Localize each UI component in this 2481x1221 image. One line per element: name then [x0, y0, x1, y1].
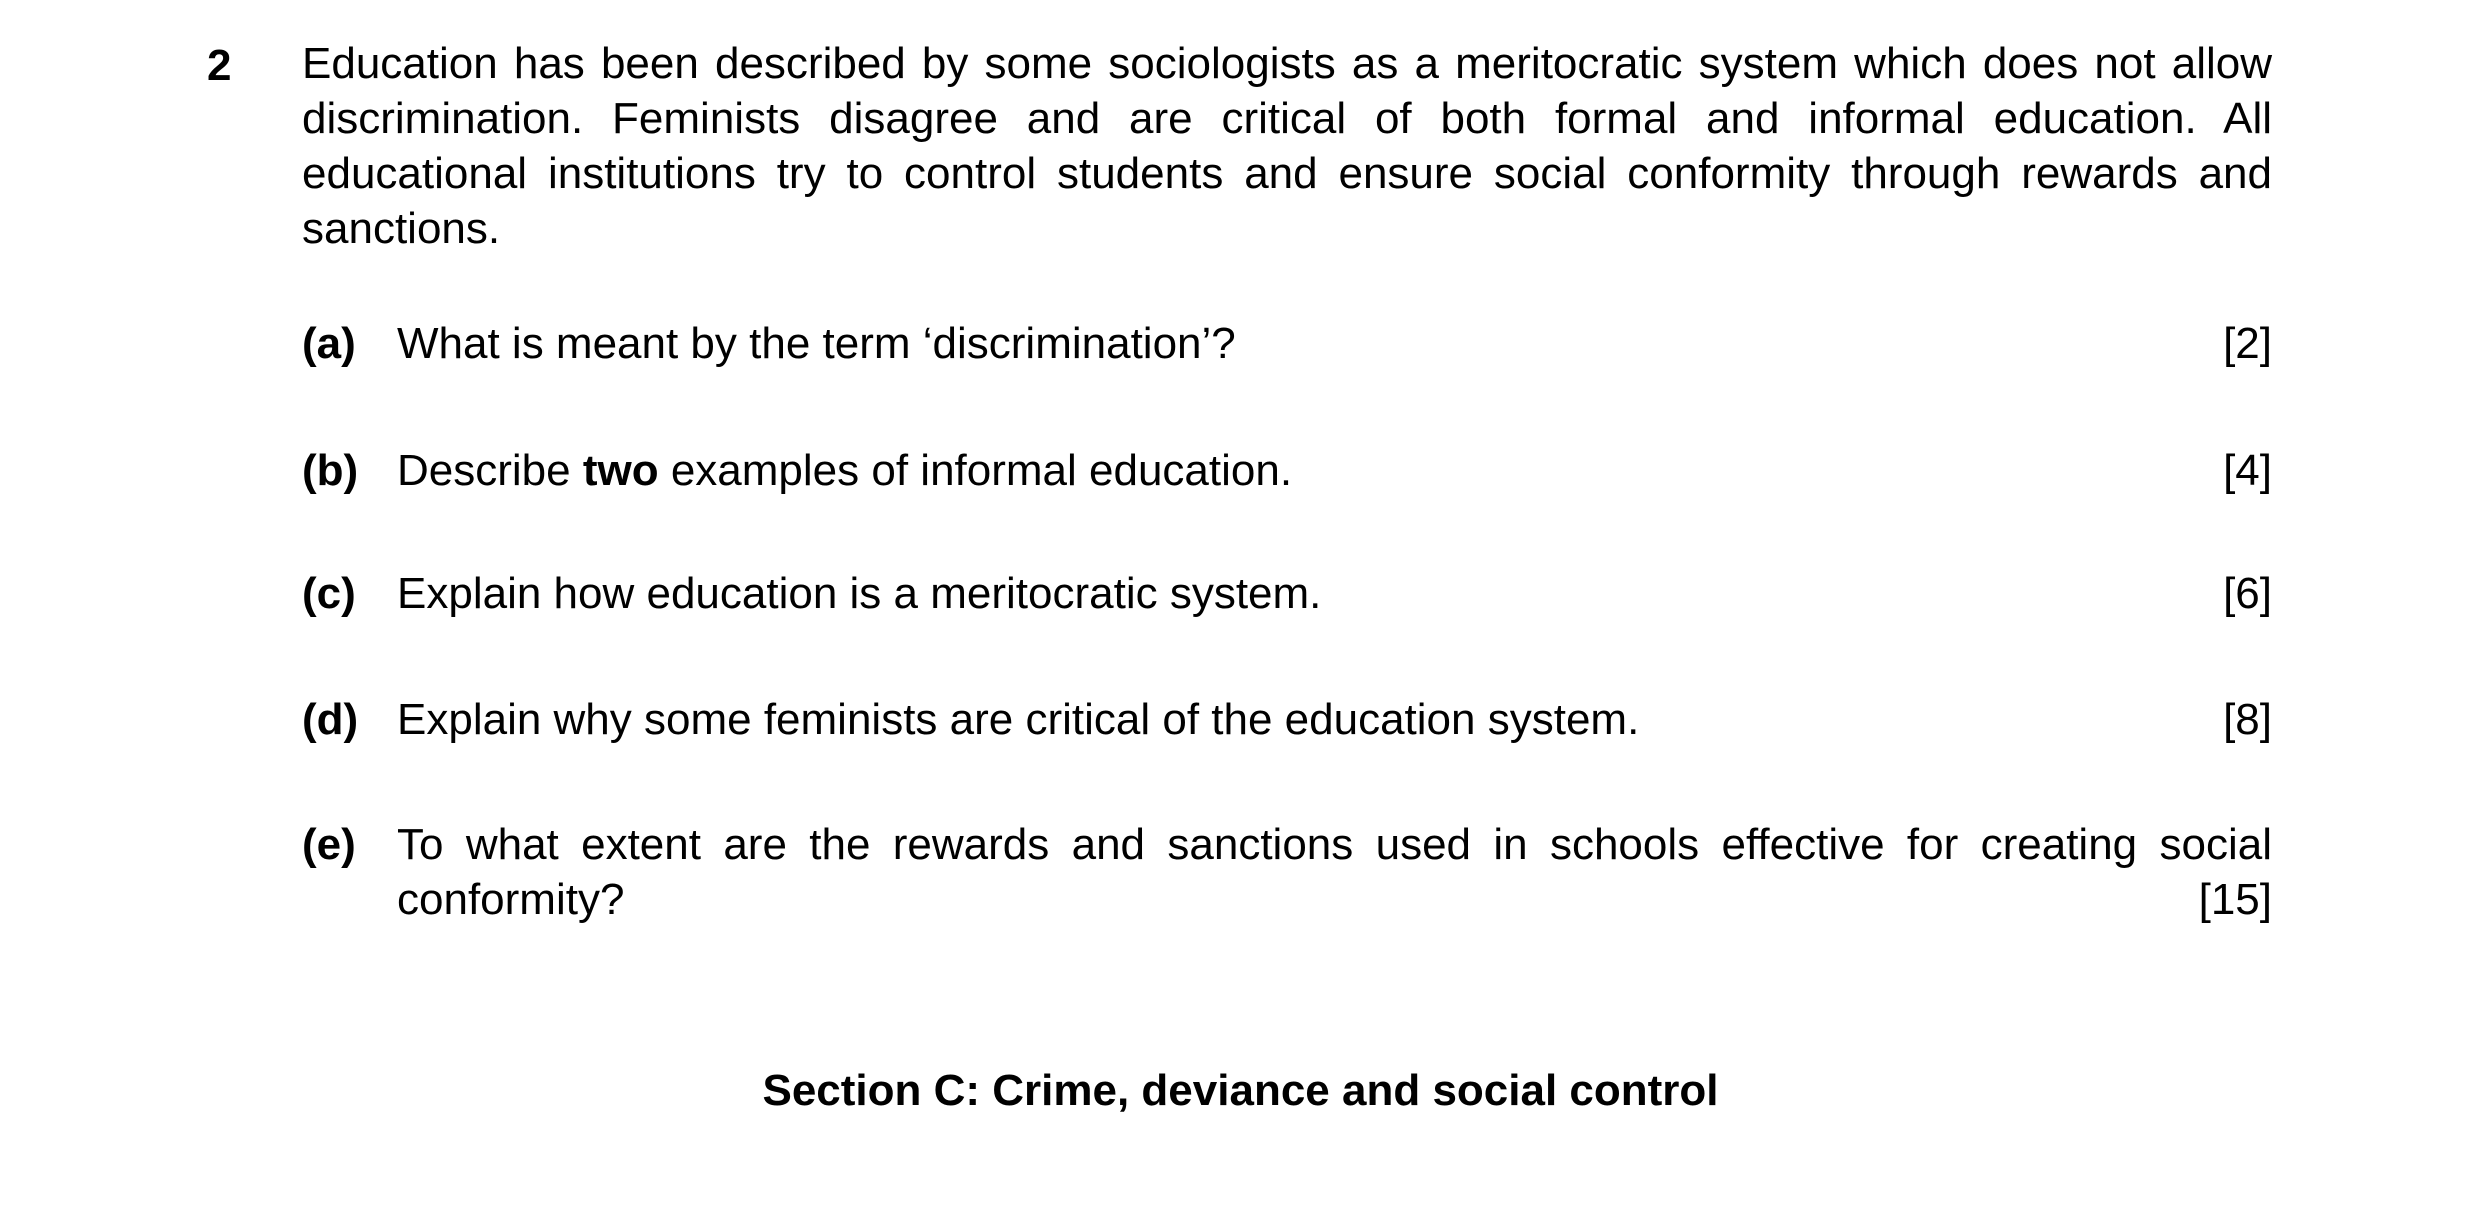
part-text-line1: To what extent are the rewards and sanctions used in schools effective for creating social — [397, 820, 2272, 869]
section-heading: Section C: Crime, deviance and social control — [762, 1066, 1719, 1115]
part-label: (c) — [302, 569, 356, 618]
question-number: 2 — [207, 41, 232, 90]
part-text: What is meant by the term ‘discrimination’? — [397, 319, 1236, 368]
part-text: Explain how education is a meritocratic system. — [397, 569, 1322, 618]
part-text-before: Describe — [397, 446, 583, 495]
part-text-after: examples of informal education. — [658, 446, 1293, 495]
part-text: Explain why some feminists are critical of the education system. — [397, 695, 1640, 744]
part-label: (e) — [302, 820, 356, 869]
part-marks: [4] — [2223, 446, 2272, 495]
question-stem: Education has been described by some sociologists as a meritocratic system which does not allow discrimination. Feminists disagree and are critical of both formal and informal education. All educational institutions try to control students and ensure social conformity through rewards and sanctions. — [302, 39, 2272, 253]
part-text — [397, 443, 2272, 498]
part-marks: [8] — [2223, 695, 2272, 744]
part-text-line2: conformity? — [397, 875, 625, 924]
part-marks: [15] — [2198, 875, 2272, 924]
part-marks: [6] — [2223, 569, 2272, 618]
part-marks: [2] — [2223, 319, 2272, 368]
part-text-emphasis: two — [582, 446, 659, 495]
part-label: (d) — [302, 695, 359, 744]
part-label: (b) — [302, 446, 359, 495]
part-label: (a) — [302, 319, 356, 368]
